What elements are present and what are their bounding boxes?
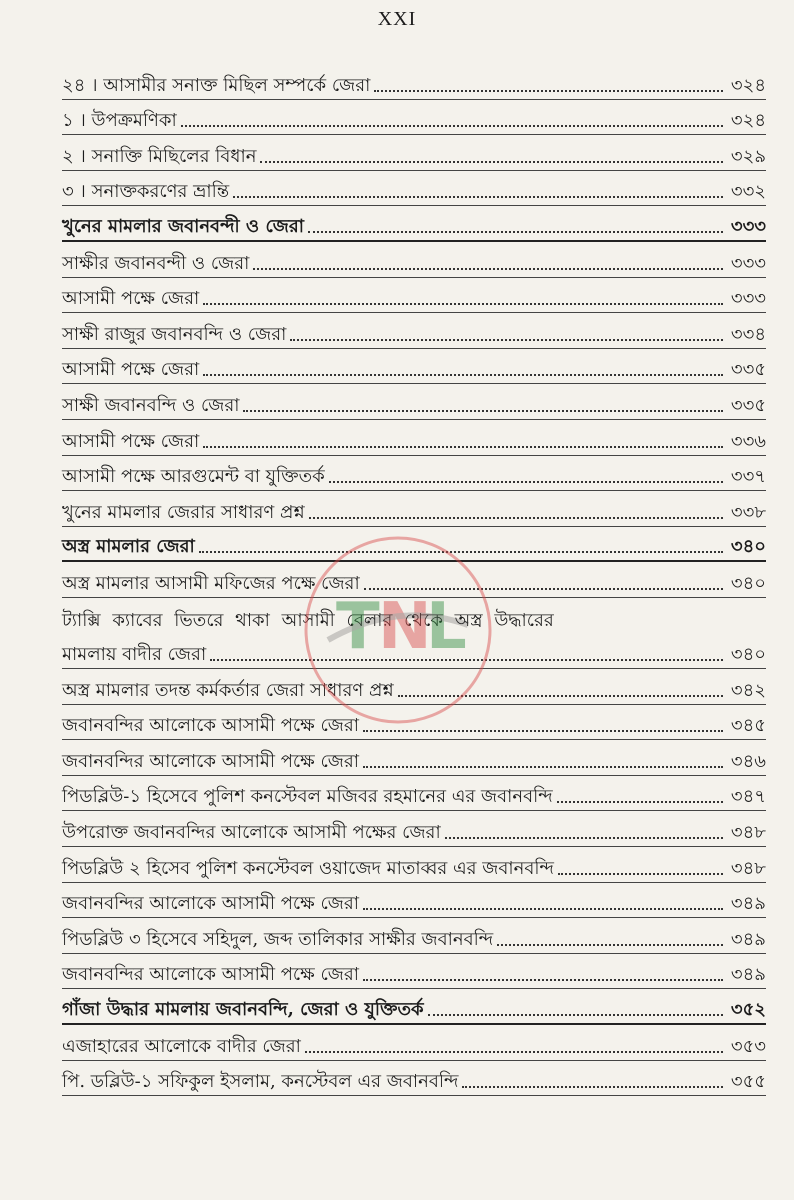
toc-entry (62, 384, 766, 420)
toc-entry-title: পি. ডব্লিউ-১ সফিকুল ইসলাম, কনস্টেবল এর জবানবন্দি (62, 1071, 459, 1093)
dot-leader (329, 481, 723, 483)
toc-entry-title: খুনের মামলার জেরার সাধারণ প্রশ্ন (62, 501, 305, 523)
dot-leader (363, 908, 723, 910)
toc-entry (62, 206, 766, 242)
toc-entry-title: জবানবন্দির আলোকে আসামী পক্ষে জেরা (62, 715, 359, 737)
toc-entry (62, 456, 766, 492)
dot-leader (363, 766, 723, 768)
toc-entry-title: ২৪ । আসামীর সনাক্ত মিছিল সম্পর্কে জেরা (62, 74, 371, 96)
toc-entry-page: ৩৪২ (730, 679, 766, 701)
toc-entry-title: জবানবন্দির আলোকে আসামী পক্ষে জেরা (62, 893, 359, 915)
toc-entry-title: ১ । উপক্রমণিকা (62, 110, 177, 132)
toc-entry-page: ৩৪৯ (730, 893, 766, 915)
watermark-logo (298, 530, 498, 730)
toc-entry-page: ৩৩৫ (730, 394, 766, 416)
dot-leader (428, 1014, 723, 1016)
toc-entry-title: আসামী পক্ষে আরগুমেন্ট বা যুক্তিতর্ক (62, 466, 325, 488)
toc-entry-page: ৩৩২ (730, 181, 766, 203)
toc-entry (62, 989, 766, 1025)
toc-entry-page: ৩৪৮ (730, 822, 766, 844)
toc-entry (62, 349, 766, 385)
toc-entry (62, 776, 766, 812)
toc-entry-title: সাক্ষী জবানবন্দি ও জেরা (62, 394, 240, 416)
dot-leader (203, 303, 723, 305)
toc-entry-page: ৩৪৮ (730, 857, 766, 879)
page-number: XXI (377, 8, 417, 30)
toc-entry-title: অস্ত্র মামলার তদন্ত কর্মকর্তার জেরা সাধারণ প্রশ্ন (62, 679, 394, 701)
toc-entry (62, 954, 766, 990)
toc-entry-title: এজাহারের আলোকে বাদীর জেরা (62, 1035, 301, 1057)
toc-entry (62, 171, 766, 207)
toc-entry-page: ৩৫৫ (730, 1071, 766, 1093)
toc-entry-title: জবানবন্দির আলোকে আসামী পক্ষে জেরা (62, 750, 359, 772)
dot-leader (290, 339, 723, 341)
toc-entry-page: ৩৪৯ (730, 964, 766, 986)
toc-entry-page: ৩৪০ (730, 644, 766, 666)
toc-entry-title: জবানবন্দির আলোকে আসামী পক্ষে জেরা (62, 964, 359, 986)
dot-leader (260, 161, 722, 163)
toc-entry-page: ৩৪৫ (730, 715, 766, 737)
toc-entry-page: ৩৫৩ (730, 1035, 766, 1057)
toc-entry (62, 313, 766, 349)
toc-entry (62, 242, 766, 278)
dot-leader (253, 268, 722, 270)
toc-entry-page: ৩৪০ (730, 536, 766, 558)
svg-text:N: N (378, 590, 432, 664)
svg-text:T: T (336, 590, 380, 664)
toc-entry-page: ৩৩৬ (730, 430, 766, 452)
toc-entry-page: ৩৪৬ (730, 750, 766, 772)
toc-entry-title: আসামী পক্ষে জেরা (62, 359, 200, 381)
dot-leader (558, 873, 723, 875)
toc-entry (62, 135, 766, 171)
toc-entry (62, 1061, 766, 1097)
toc-entry (62, 64, 766, 100)
dot-leader (308, 231, 723, 233)
toc-entry-title: অস্ত্র মামলার জেরা (62, 536, 195, 558)
svg-text:L: L (426, 590, 467, 664)
dot-leader (462, 1086, 722, 1088)
toc-entry (62, 883, 766, 919)
toc-entry (62, 491, 766, 527)
toc-entry-page: ৩৪৯ (730, 928, 766, 950)
toc-entry-title: অস্ত্র মামলার আসামী মফিজের পক্ষে জেরা (62, 572, 360, 594)
toc-entry-title: খুনের মামলার জবানবন্দী ও জেরা (62, 215, 304, 237)
dot-leader (445, 837, 723, 839)
dot-leader (374, 90, 723, 92)
dot-leader (309, 517, 723, 519)
toc-entry-page: ৩৪৭ (730, 786, 766, 808)
toc-entry-page: ৩২৪ (730, 110, 766, 132)
dot-leader (233, 196, 723, 198)
toc-entry-page: ৩৪০ (730, 572, 766, 594)
toc-entry (62, 847, 766, 883)
toc-entry-page: ৩৩৩ (730, 215, 766, 237)
toc-entry (62, 420, 766, 456)
toc-entry-title: সাক্ষীর জবানবন্দী ও জেরা (62, 252, 250, 274)
toc-entry (62, 918, 766, 954)
toc-entry-page: ৩৩৪ (730, 323, 766, 345)
toc-entry (62, 811, 766, 847)
toc-entry-page: ৩৩৩ (730, 288, 766, 310)
toc-entry-page: ৩৫২ (730, 999, 766, 1021)
toc-entry-page: ৩৩৮ (730, 501, 766, 523)
dot-leader (363, 730, 723, 732)
dot-leader (363, 979, 723, 981)
dot-leader (181, 125, 723, 127)
toc-entry (62, 1025, 766, 1061)
toc-entry-title: ২ । সনাক্তি মিছিলের বিধান (62, 145, 257, 167)
toc-entry-page: ৩২৯ (730, 145, 766, 167)
toc-entry-title: আসামী পক্ষে জেরা (62, 430, 200, 452)
toc-entry-page: ৩৩৫ (730, 359, 766, 381)
dot-leader (243, 410, 722, 412)
toc-entry-title: গাঁজা উদ্ধার মামলায় জবানবন্দি, জেরা ও যুক্তিতর্ক (62, 999, 424, 1021)
toc-entry-page: ৩২৪ (730, 74, 766, 96)
toc-entry-title: আসামী পক্ষে জেরা (62, 288, 200, 310)
dot-leader (203, 374, 723, 376)
toc-entry-title: পিডব্লিউ ৩ হিসেবে সহিদুল, জব্দ তালিকার সাক্ষীর জবানবন্দি (62, 928, 494, 950)
dot-leader (305, 1051, 723, 1053)
dot-leader (497, 944, 723, 946)
toc-entry-title: ট্যাক্সি ক্যাবের ভিতরে থাকা আসামী বেলার থেকে অস্ত্র উদ্ধারের (62, 609, 554, 631)
toc-entry-page: ৩৩৭ (730, 466, 766, 488)
toc-entry-title: মামলায় বাদীর জেরা (62, 644, 207, 666)
toc-entry (62, 100, 766, 136)
toc-entry (62, 278, 766, 314)
toc-entry-title: ৩ । সনাক্তকরণের ভ্রান্তি (62, 181, 230, 203)
toc-entry-page: ৩৩৩ (730, 252, 766, 274)
toc-entry-title: পিডব্লিউ-১ হিসেবে পুলিশ কনস্টেবল মজিবর রহমানের এর জবানবন্দি (62, 786, 553, 808)
toc-entry-title: পিডব্লিউ ২ হিসেব পুলিশ কনস্টেবল ওয়াজেদ মাতাব্বর এর জবানবন্দি (62, 857, 554, 879)
toc-entry-title: সাক্ষী রাজুর জবানবন্দি ও জেরা (62, 323, 287, 345)
toc-entry-title: উপরোক্ত জবানবন্দির আলোকে আসামী পক্ষের জেরা (62, 822, 441, 844)
toc-entry (62, 740, 766, 776)
dot-leader (203, 446, 723, 448)
dot-leader (557, 801, 723, 803)
